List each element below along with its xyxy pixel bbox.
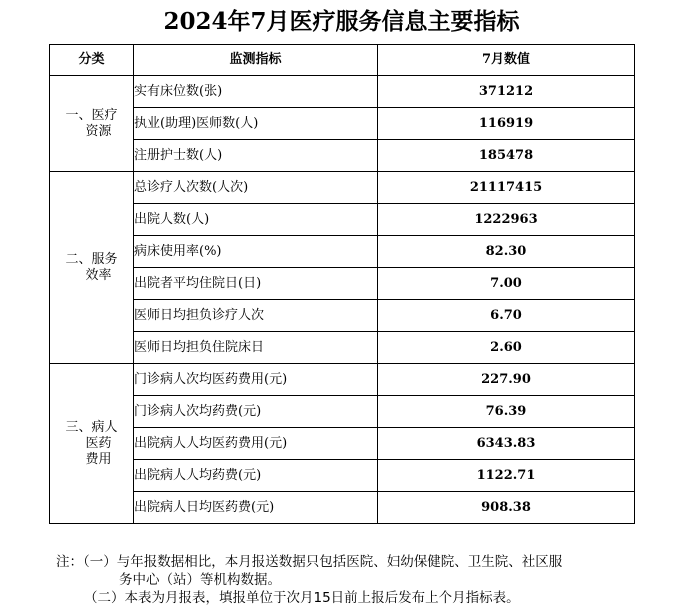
value-cell: 21117415 <box>378 172 635 204</box>
indicator-cell: 出院病人人均药费(元) <box>134 460 378 492</box>
value-cell: 6343.83 <box>378 428 635 460</box>
indicator-cell: 执业(助理)医师数(人) <box>134 108 378 140</box>
value-cell: 185478 <box>378 140 635 172</box>
indicator-cell: 医师日均担负诊疗人次 <box>134 300 378 332</box>
table-row <box>50 268 635 300</box>
header-category: 分类 <box>50 45 134 76</box>
table-row <box>50 140 635 172</box>
indicator-cell: 医师日均担负住院床日 <box>134 332 378 364</box>
indicator-cell: 出院病人人均医药费用(元) <box>134 428 378 460</box>
indicator-cell: 出院人数(人) <box>134 204 378 236</box>
value-cell: 1222963 <box>378 204 635 236</box>
table-row <box>50 460 635 492</box>
category-label-line: 医药 <box>85 435 112 451</box>
table-row <box>50 76 635 108</box>
header-value: 7月数值 <box>378 45 635 76</box>
table-row <box>50 428 635 460</box>
indicator-cell: 病床使用率(%) <box>134 236 378 268</box>
category-label-line: 效率 <box>85 267 112 283</box>
value-cell: 76.39 <box>378 396 635 428</box>
value-cell: 6.70 <box>378 300 635 332</box>
page-title: 2024年7月医疗服务信息主要指标 <box>163 8 520 35</box>
value-cell: 2.60 <box>378 332 635 364</box>
category-label-line: 一、医疗 <box>65 107 118 123</box>
value-cell: 1122.71 <box>378 460 635 492</box>
value-cell: 7.00 <box>378 268 635 300</box>
value-cell: 82.30 <box>378 236 635 268</box>
footnote-line-2: 务中心（站）等机构数据。 <box>119 572 281 588</box>
value-cell: 908.38 <box>378 492 635 524</box>
indicator-cell: 注册护士数(人) <box>134 140 378 172</box>
category-label-line: 二、服务 <box>65 251 118 267</box>
table-row <box>50 492 635 524</box>
indicator-table <box>49 44 635 524</box>
indicator-cell: 出院者平均住院日(日) <box>134 268 378 300</box>
table-row <box>50 108 635 140</box>
indicator-cell: 门诊病人次均药费(元) <box>134 396 378 428</box>
value-cell: 371212 <box>378 76 635 108</box>
table-row <box>50 300 635 332</box>
category-cell-efficiency <box>50 172 134 364</box>
category-cell-resources <box>50 76 134 172</box>
table-row <box>50 172 635 204</box>
category-label-line: 三、病人 <box>65 419 118 435</box>
footnotes <box>56 553 626 607</box>
table-row <box>50 204 635 236</box>
indicator-cell: 总诊疗人次数(人次) <box>134 172 378 204</box>
category-cell-costs <box>50 364 134 524</box>
footnote-line-3: （二）本表为月报表，填报单位于次月15日前上报后发布上个月指标表。 <box>84 590 520 606</box>
indicator-cell: 实有床位数(张) <box>134 76 378 108</box>
indicator-cell: 门诊病人次均医药费用(元) <box>134 364 378 396</box>
category-label-line: 资源 <box>85 123 112 139</box>
value-cell: 116919 <box>378 108 635 140</box>
footnote-line-1: 注：（一）与年报数据相比，本月报送数据只包括医院、妇幼保健院、卫生院、社区服 <box>56 554 563 570</box>
header-indicator: 监测指标 <box>134 45 378 76</box>
table-header-row <box>50 45 635 76</box>
value-cell: 227.90 <box>378 364 635 396</box>
table-row <box>50 236 635 268</box>
indicator-cell: 出院病人日均医药费(元) <box>134 492 378 524</box>
table-row <box>50 396 635 428</box>
table-row <box>50 332 635 364</box>
category-label-line: 费用 <box>85 451 112 467</box>
table-row <box>50 364 635 396</box>
